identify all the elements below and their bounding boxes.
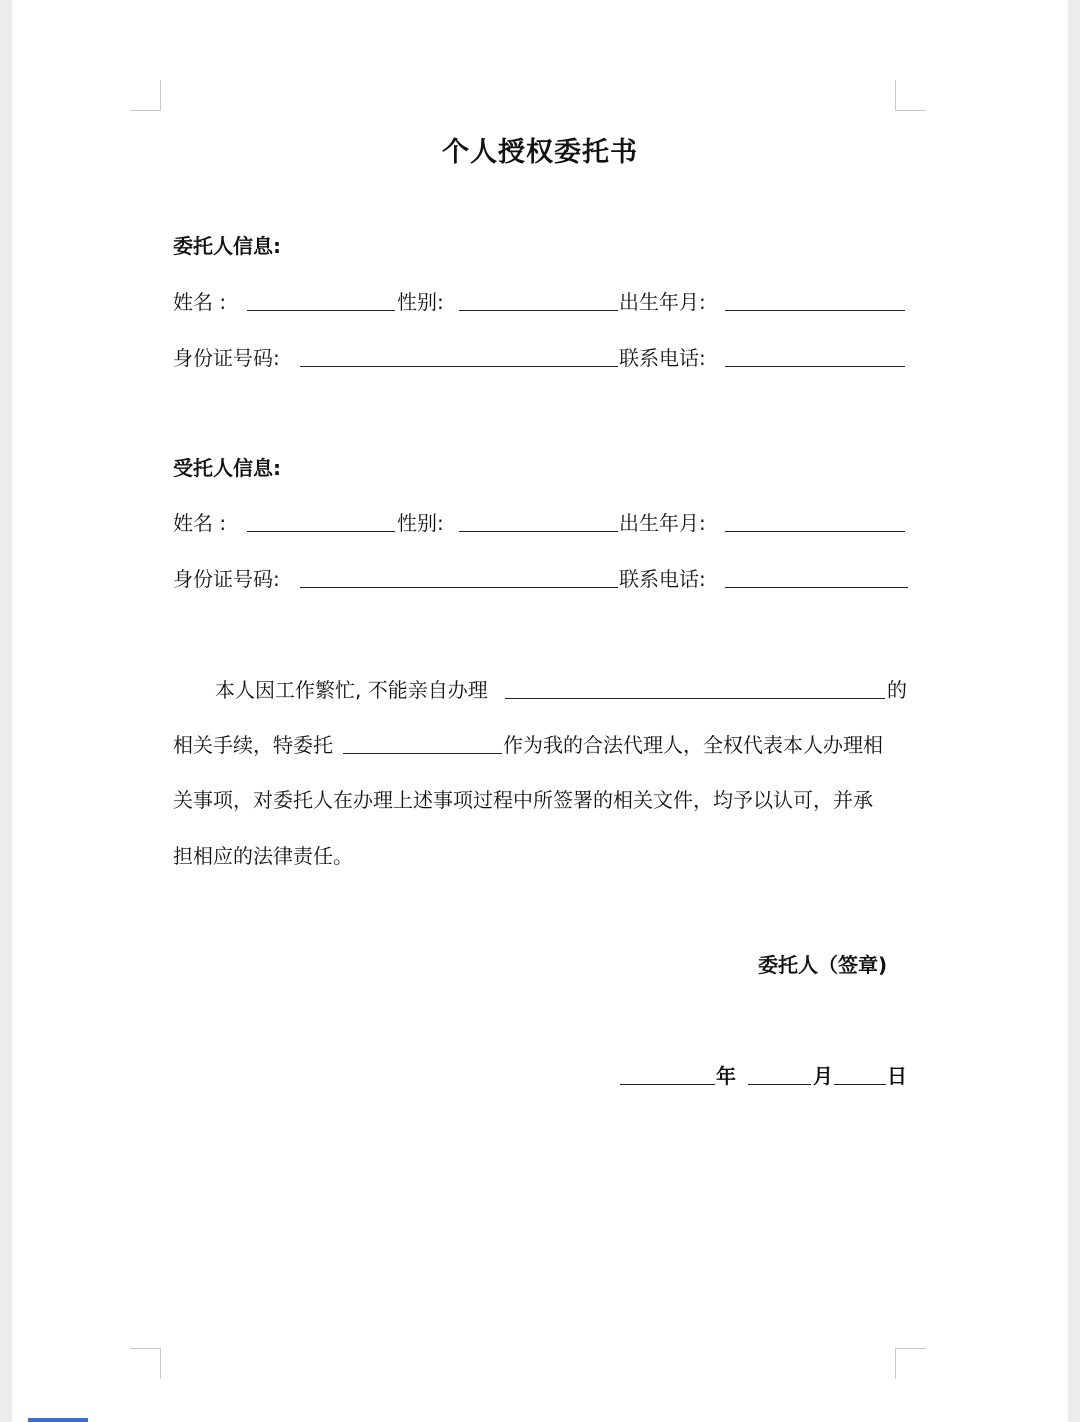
- agent-gender-label: 性别:: [397, 511, 444, 535]
- principal-phone-field[interactable]: [725, 366, 905, 367]
- principal-name-field[interactable]: [247, 310, 395, 311]
- year-field[interactable]: [620, 1084, 715, 1085]
- body-line4: 担相应的法律责任。: [173, 844, 353, 868]
- scroll-indicator: [28, 1418, 88, 1422]
- principal-heading: 委托人信息:: [173, 234, 281, 258]
- agent-birth-label: 出生年月:: [619, 511, 706, 535]
- agent-name-label: 姓名 :: [173, 511, 227, 535]
- page-corner-mark-top-right: [895, 80, 926, 111]
- principal-id-label: 身份证号码:: [173, 346, 280, 370]
- year-label: 年: [716, 1064, 736, 1088]
- day-label: 日: [887, 1064, 907, 1088]
- body-line2-prefix: 相关手续，特委托: [173, 733, 333, 757]
- day-field[interactable]: [834, 1084, 886, 1085]
- body-line2-suffix: 作为我的合法代理人，全权代表本人办理相: [503, 733, 883, 757]
- principal-name-label: 姓名 :: [173, 290, 227, 314]
- agent-phone-field[interactable]: [725, 587, 908, 588]
- page-corner-mark-top-left: [130, 80, 161, 111]
- principal-phone-label: 联系电话:: [619, 346, 706, 370]
- principal-id-field[interactable]: [300, 366, 618, 367]
- month-label: 月: [813, 1064, 833, 1088]
- principal-gender-field[interactable]: [459, 310, 618, 311]
- body-line3: 关事项，对委托人在办理上述事项过程中所签署的相关文件，均予以认可，并承: [173, 788, 873, 812]
- principal-gender-label: 性别:: [397, 290, 444, 314]
- agent-name-field[interactable]: [247, 531, 395, 532]
- document-page: [12, 0, 1068, 1422]
- agent-birth-field[interactable]: [725, 531, 905, 532]
- page-corner-mark-bottom-right: [895, 1348, 926, 1379]
- agent-gender-field[interactable]: [459, 531, 618, 532]
- agent-heading: 受托人信息:: [173, 456, 281, 480]
- body-line1-prefix: 本人因工作繁忙, 不能亲自办理: [215, 678, 488, 702]
- agent-id-label: 身份证号码:: [173, 567, 280, 591]
- principal-birth-field[interactable]: [725, 310, 905, 311]
- matter-field[interactable]: [505, 698, 885, 699]
- page-corner-mark-bottom-left: [130, 1348, 161, 1379]
- principal-birth-label: 出生年月:: [619, 290, 706, 314]
- agent-id-field[interactable]: [300, 587, 618, 588]
- agent-entrusted-field[interactable]: [343, 753, 502, 754]
- document-title: 个人授权委托书: [442, 137, 638, 168]
- agent-phone-label: 联系电话:: [619, 567, 706, 591]
- month-field[interactable]: [748, 1084, 811, 1085]
- body-line1-suffix: 的: [887, 678, 907, 702]
- signature-label: 委托人（签章): [758, 953, 888, 977]
